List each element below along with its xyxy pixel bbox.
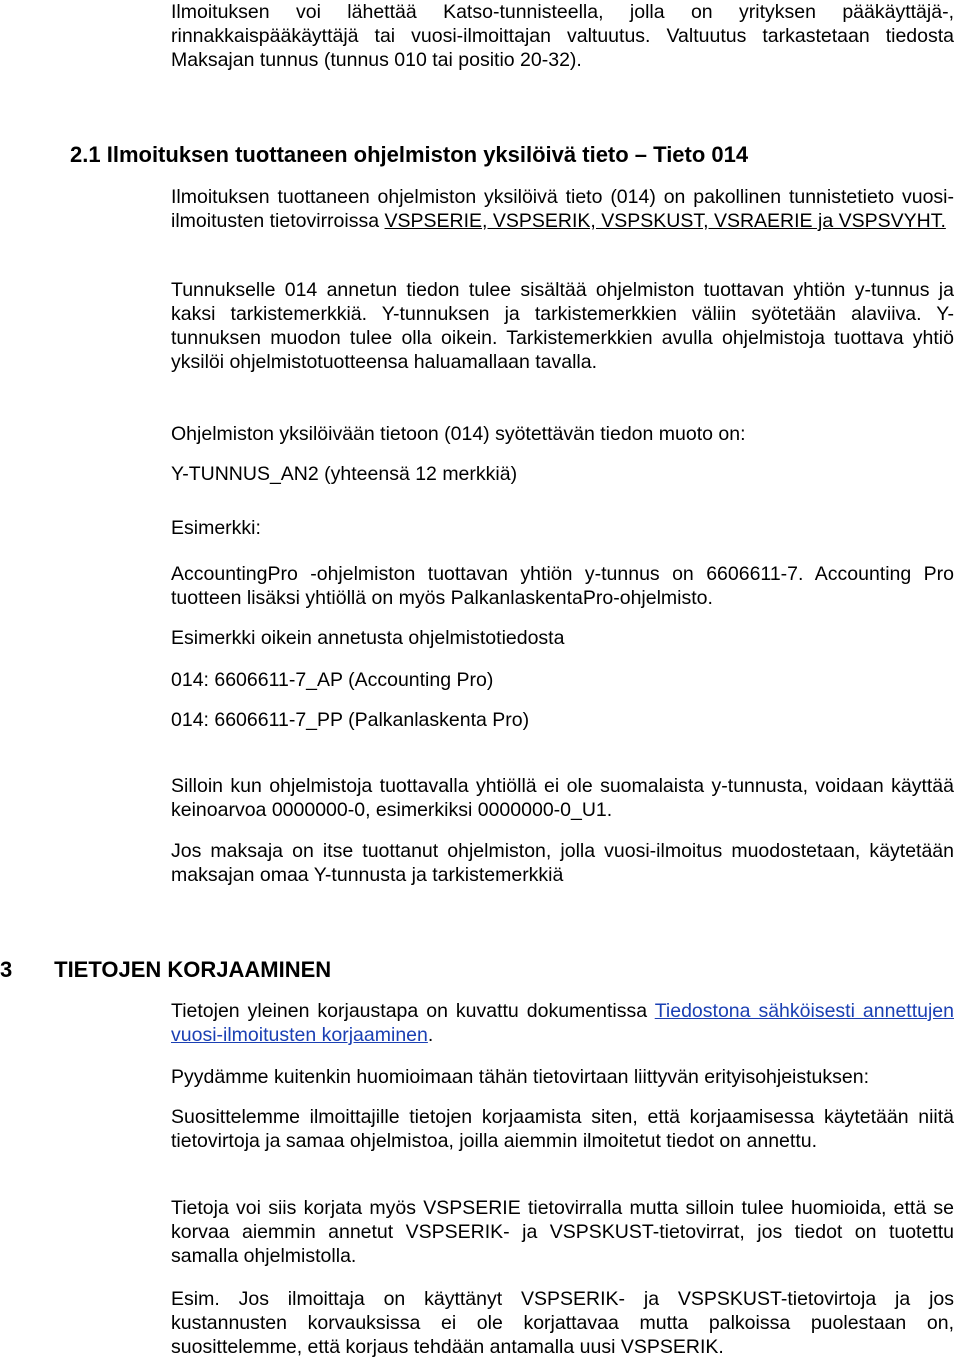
example-line-2: 014: 6606611-7_PP (Palkanlaskenta Pro) — [171, 709, 530, 731]
paragraph-1-text: Ilmoituksen tuottaneen ohjelmiston yksilöivä tieto (014) on pakollinen tunnistetieto vuosi-ilmoitusten tietovirroissa — [171, 186, 954, 232]
example-label: Esimerkki: — [171, 517, 261, 539]
example-paragraph: AccountingPro -ohjelmiston tuottavan yhtiön y-tunnus on 6606611-7. Accounting Pro tuotteen lisäksi yhtiöllä on myös PalkanlaskentaPro-ohjelmisto. — [171, 563, 954, 609]
section-3-paragraph-1 — [171, 999, 954, 1047]
section-3-paragraph-2: Pyydämme kuitenkin huomioimaan tähän tietovirtaan liittyvän erityisohjeistuksen: — [171, 1066, 870, 1088]
format-label: Ohjelmiston yksilöivään tietoon (014) syötettävän tiedon muoto on: — [171, 423, 746, 445]
no-ytunnus-paragraph: Silloin kun ohjelmistoja tuottavalla yhtiöllä ei ole suomalaista y-tunnusta, voidaan käyttää keinoarvoa 0000000-0, esimerkiksi 0000000-0_U1. — [171, 775, 954, 821]
section-2-1-heading — [70, 142, 748, 168]
paragraph-1-after: . — [427, 1024, 434, 1046]
format-value: Y-TUNNUS_AN2 (yhteensä 12 merkkiä) — [171, 463, 518, 485]
self-made-paragraph: Jos maksaja on itse tuottanut ohjelmiston, jolla vuosi-ilmoitus muodostetaan, käytetään maksajan omaa Y-tunnusta ja tarkistemerkkiä — [171, 840, 954, 886]
section-2-1-number: 2.1 — [70, 142, 101, 167]
example-line-1: 014: 6606611-7_AP (Accounting Pro) — [171, 669, 494, 691]
section-3-paragraph-5: Esim. Jos ilmoittaja on käyttänyt VSPSERIK- ja VSPSKUST-tietovirtoja ja jos kustannusten korvauksissa ei ole korjattavaa mutta palkoissa puolestaan on, suosittelemme, että korjaus tehdään antamalla uusi VSPSERIK. — [171, 1288, 954, 1358]
section-3-title: TIETOJEN KORJAAMINEN — [54, 957, 332, 982]
correction-document-link[interactable]: Tiedostona sähköisesti annettujen vuosi-ilmoitusten korjaaminen — [171, 1000, 954, 1046]
section-3-number: 3 — [0, 957, 13, 982]
correct-example-label: Esimerkki oikein annetusta ohjelmistotiedosta — [171, 627, 565, 649]
stream-names: VSPSERIE, VSPSERIK, VSPSKUST, VSRAERIE ja VSPSVYHT. — [384, 210, 946, 232]
intro-paragraph: Ilmoituksen voi lähettää Katso-tunnisteella, jolla on yrityksen pääkäyttäjä-, rinnakkaispääkäyttäjä tai vuosi-ilmoittajan valtuutus. Valtuutus tarkastetaan tiedosta Maksajan tunnus (tunnus 010 tai positio 20-32). — [171, 1, 954, 71]
section-2-1-paragraph-1 — [171, 185, 954, 233]
section-3-paragraph-3: Suosittelemme ilmoittajille tietojen korjaamista siten, että korjaamisessa käytetään niitä tietovirtoja ja samaa ohjelmistoa, joilla aiemmin ilmoitetut tiedot on annettu. — [171, 1106, 954, 1152]
paragraph-1-before: Tietojen yleinen korjaustapa on kuvattu dokumentissa — [171, 1000, 655, 1022]
section-2-1-paragraph-2: Tunnukselle 014 annetun tiedon tulee sisältää ohjelmiston tuottavan yhtiön y-tunnus ja kaksi tarkistemerkkiä. Y-tunnuksen ja tarkistemerkkien väliin syötetään alaviiva. Y-tunnuksen muodon tulee olla oikein. Tarkistemerkkien avulla ohjelmistoja tuottava yhtiö yksilöi ohjelmistotuotteensa haluamallaan tavalla. — [171, 279, 954, 373]
section-3-paragraph-4: Tietoja voi siis korjata myös VSPSERIE tietovirralla mutta silloin tulee huomioida, että se korvaa aiemmin annetut VSPSERIK- ja VSPSKUST-tietovirrat, jos tiedot on tuotettu samalla ohjelmistolla. — [171, 1197, 954, 1267]
section-2-1-title: Ilmoituksen tuottaneen ohjelmiston yksilöivä tieto – Tieto 014 — [106, 142, 749, 167]
section-3-heading — [0, 957, 331, 983]
